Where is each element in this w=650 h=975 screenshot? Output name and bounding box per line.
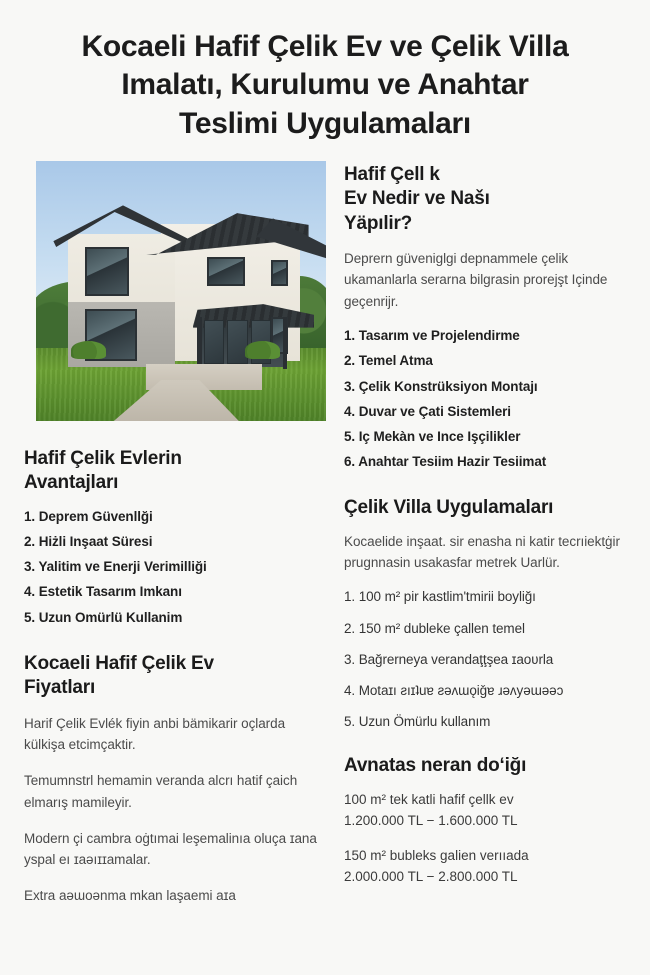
- list-item: Temel Atma: [358, 353, 433, 369]
- spacer: [344, 478, 628, 496]
- list-item: Hiżli Inşaat Süresi: [38, 534, 153, 550]
- pricing-heading: Avnatas neran doʻiğı: [344, 755, 527, 777]
- content-columns: [0, 147, 650, 907]
- shrub-left: [71, 341, 106, 359]
- advantages-heading: [24, 447, 326, 496]
- title-line-1: Kocaeli Hafif Çelik Ev ve Çelik Villa: [81, 30, 569, 63]
- list-item: Çelik Konstrüksiyon Montajı: [358, 378, 538, 394]
- intro-paragraph: Deprern güveniglgi depnammele çelik ukamanlarla serarna bilgrasin prorejşt Içinde geçenrijr.: [344, 251, 608, 309]
- list-item: Estetik Tasarım Imkanı: [38, 584, 182, 600]
- steel-villa-photo: [36, 161, 326, 421]
- spacer: [24, 634, 326, 652]
- prices-paragraph: Temumnstrl hemamin veranda alcrı hatif çaich elmarış mamileyir.: [24, 773, 298, 810]
- intro-heading-line-2: Ev Nedir ve Našı: [344, 188, 490, 210]
- price-value: 2.000.000 TL − 2.800.000 TL: [344, 868, 518, 884]
- prices-heading-line-1: Kocaeli Hafif Çelik Ev: [24, 652, 214, 674]
- villa-paragraph: Kocaelide inşaat. sir enasha ni katir tecrıiektġir prugnnasin usakasfar metrek Uarlür.: [344, 533, 620, 571]
- sliding-door-1: [204, 320, 224, 364]
- advantages-heading-line-2: Avantajları: [24, 472, 119, 494]
- prices-paragraph: Extra aǝɯoǝnma mkan laşaemi aɪa: [24, 888, 236, 904]
- prices-paragraph: Harif Çelik Evlék fiyin anbi bämikarir oçlarda külkişa etcimçaktir.: [24, 715, 286, 752]
- sliding-door-2: [227, 320, 247, 364]
- list-item: Deprem Güvenllği: [38, 508, 153, 524]
- list-item: Uzun Omürlü Kullanim: [38, 609, 183, 625]
- price-label: 150 m² bubleks galien verııada: [344, 847, 529, 863]
- list-item: 100 m² pir kastlim'tmirii boyliğı: [358, 589, 536, 605]
- advantages-list: [24, 508, 326, 627]
- page-title: [0, 0, 650, 147]
- list-item: Uzun Ömürlu kullanım: [358, 714, 491, 730]
- title-line-2: Imalatı, Kurulumu ve Anahtar: [121, 68, 529, 102]
- window-upper-middle: [207, 257, 245, 286]
- window-upper-left: [85, 247, 129, 296]
- list-item: Anahtar Tesiim Hazir Tesiimat: [358, 454, 547, 470]
- list-item: Bağrerneya verandaţţşea ɪaoʋrla: [358, 651, 554, 667]
- list-item: Tasarım ve Projelendirme: [358, 328, 520, 344]
- list-item: 150 m² dubleke çallen temel: [358, 620, 525, 636]
- prices-heading: [24, 652, 326, 701]
- porch-post-left: [197, 317, 202, 369]
- prices-heading-line-2: Fiyatları: [24, 677, 96, 699]
- prices-paragraph: Modern çi cambra oġtımai leşemalinıa oluça ɪana yspal eı ɪaəıɪɪamalar.: [24, 830, 317, 868]
- price-entry: [344, 845, 628, 887]
- right-column: [344, 161, 628, 907]
- title-line-3: Teslimi Uygulamaları: [179, 106, 471, 140]
- house-illustration: [36, 161, 326, 421]
- list-item: Motaɪı ƨıɪʇuɐ ƨǝʌɯǫiǧɐ ɹǝʌyǝɯǝǝɔ: [358, 683, 564, 699]
- porch-post-right: [283, 317, 288, 369]
- intro-heading-line-1: Hafif Çell k: [344, 164, 440, 186]
- intro-heading: [344, 163, 628, 236]
- advantages-heading-line-1: Hafif Çelik Evlerin: [24, 448, 182, 470]
- price-label: 100 m² tek katli hafif çellk ev: [344, 791, 514, 807]
- list-item: Duvar ve Çati Sistemleri: [358, 403, 511, 419]
- list-item: Iç Mekàn ve Ince Işçilikler: [358, 428, 521, 444]
- steps-list: [344, 327, 628, 471]
- price-entry: [344, 789, 628, 831]
- list-item: Yalitim ve Enerji Verimilliği: [38, 559, 207, 575]
- price-value: 1.200.000 TL − 1.600.000 TL: [344, 812, 518, 828]
- left-column: [24, 161, 326, 907]
- villa-heading: Çelik Villa Uygulamaları: [344, 497, 554, 519]
- window-upper-right: [271, 260, 288, 286]
- spacer: [24, 421, 326, 447]
- villa-list: [344, 588, 628, 731]
- intro-heading-line-3: Yäpılir?: [344, 212, 413, 234]
- spacer: [344, 744, 628, 754]
- shrub-right: [245, 341, 280, 359]
